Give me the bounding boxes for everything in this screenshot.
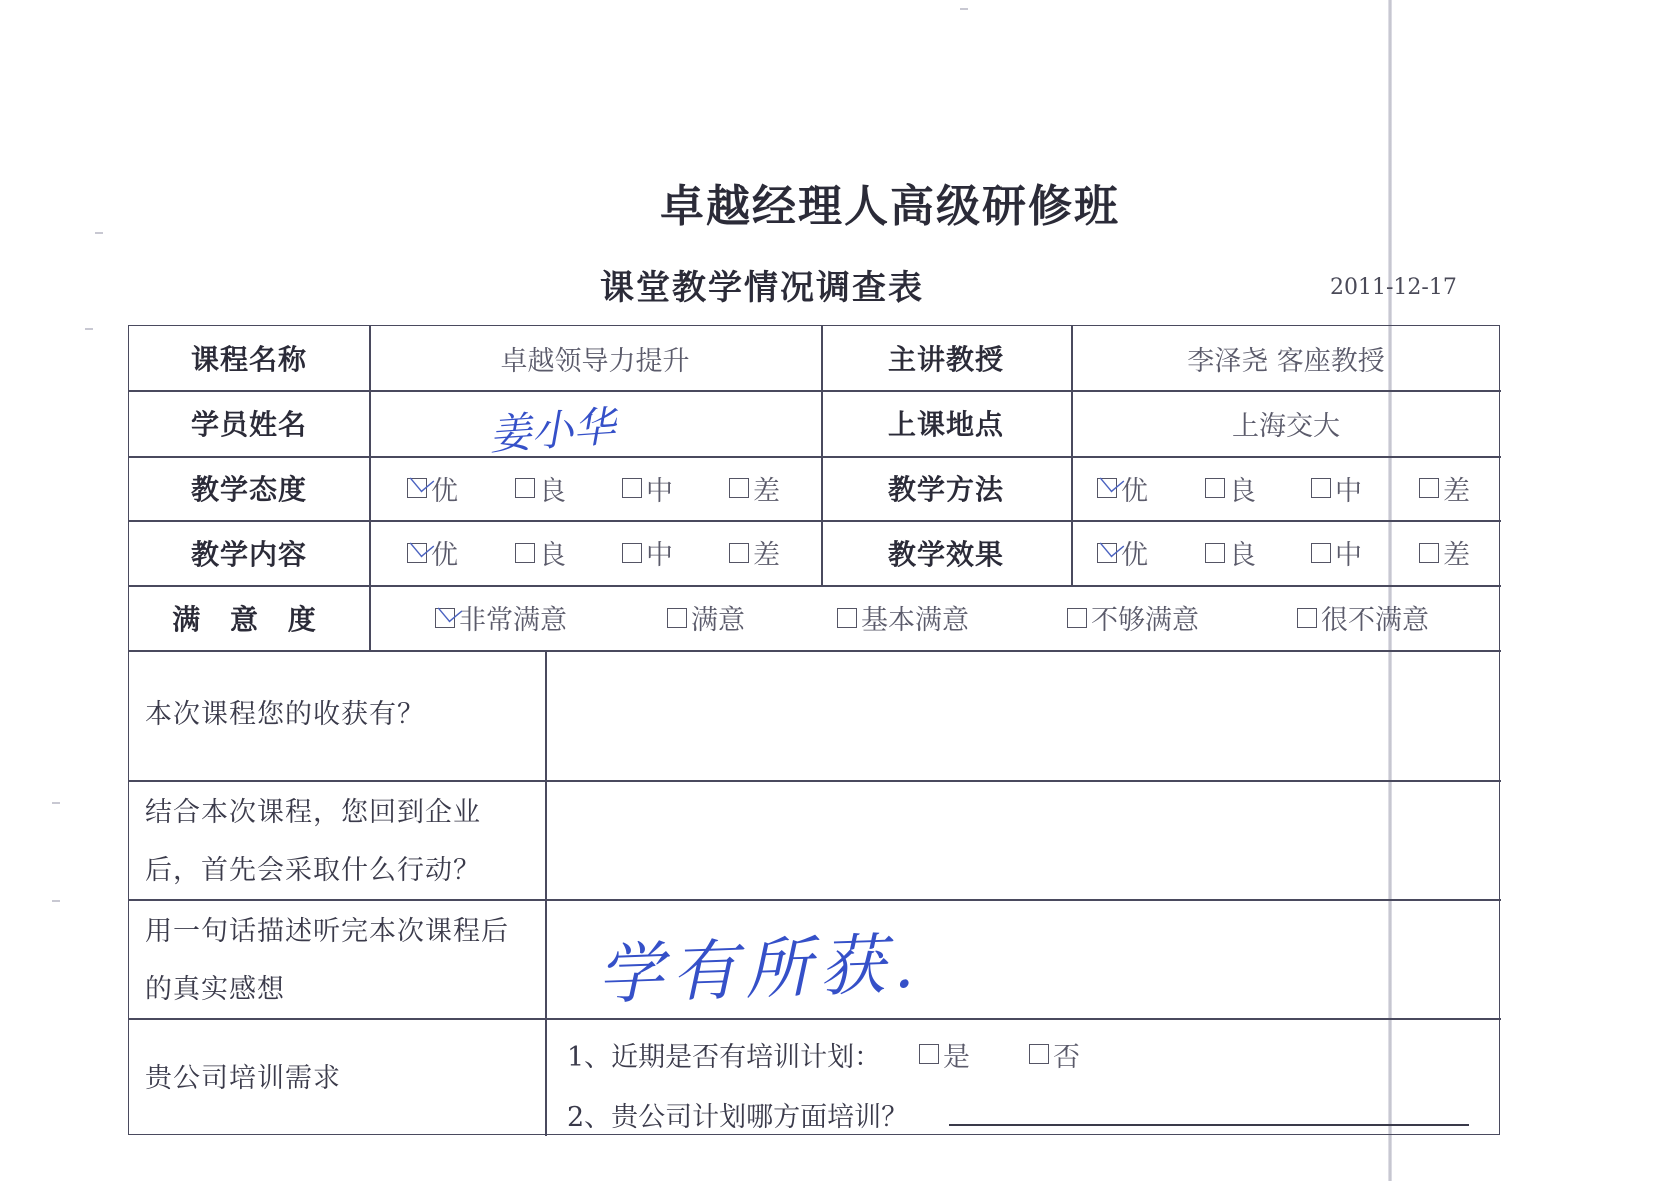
effect-option-excellent[interactable]: 优 [1097, 520, 1148, 585]
checkbox-icon [667, 608, 687, 628]
attitude-option-poor[interactable]: 差 [729, 456, 780, 520]
checkbox-icon [1419, 478, 1439, 498]
effect-option-fair[interactable]: 中 [1311, 520, 1362, 585]
student-name-handwritten[interactable]: 姜小华 [487, 401, 617, 460]
attitude-option-excellent[interactable]: 优 [407, 456, 458, 520]
teaching-content-label: 教学内容 [190, 537, 307, 571]
form-title: 卓越经理人高级研修班 [660, 181, 1120, 232]
form-subtitle: 课堂教学情况调查表 [600, 268, 924, 308]
checkbox-checked-icon [407, 543, 427, 563]
checkbox-icon [1205, 478, 1225, 498]
checkbox-icon [622, 478, 642, 498]
teaching-effect-label: 教学效果 [887, 537, 1004, 571]
scan-speck [960, 8, 968, 10]
professor-label: 主讲教授 [887, 343, 1004, 376]
checkbox-icon [622, 543, 642, 563]
attitude-option-fair[interactable]: 中 [622, 456, 673, 520]
method-option-fair[interactable]: 中 [1311, 456, 1362, 520]
checkbox-icon [1029, 1044, 1049, 1064]
checkbox-checked-icon [407, 478, 427, 498]
content-option-excellent[interactable]: 优 [407, 520, 458, 585]
effect-option-poor[interactable]: 差 [1419, 520, 1470, 585]
checkbox-checked-icon [1097, 478, 1117, 498]
method-option-good[interactable]: 良 [1205, 456, 1256, 520]
checkbox-icon [1311, 478, 1331, 498]
checkbox-icon [1205, 543, 1225, 563]
content-option-good[interactable]: 良 [515, 520, 566, 585]
location-label: 上课地点 [887, 408, 1004, 441]
satisfaction-option-very-satisfied[interactable]: 非常满意 [435, 585, 567, 650]
course-name-label: 课程名称 [190, 343, 307, 376]
teaching-attitude-label: 教学态度 [190, 473, 307, 506]
satisfaction-option-basically-satisfied[interactable]: 基本满意 [837, 585, 969, 650]
survey-form-table [128, 325, 1500, 1135]
scan-speck [85, 328, 93, 330]
training-plan-no[interactable]: 否 [1029, 1026, 1080, 1082]
satisfaction-option-very-unsatisfied[interactable]: 很不满意 [1297, 585, 1429, 650]
checkbox-icon [837, 608, 857, 628]
answer-feeling-handwritten[interactable]: 学有所获. [595, 925, 924, 1014]
content-option-poor[interactable]: 差 [729, 520, 780, 585]
training-plan-question: 1、近期是否有培训计划： [567, 1041, 882, 1073]
question-feeling: 用一句话描述听完本次课程后的真实感想 [145, 916, 509, 1005]
method-option-poor[interactable]: 差 [1419, 456, 1470, 520]
checkbox-icon [729, 543, 749, 563]
professor-value[interactable]: 李泽尧 客座教授 [1187, 345, 1385, 377]
answer-action-field[interactable] [547, 782, 1501, 899]
scan-speck [95, 232, 103, 234]
attitude-option-good[interactable]: 良 [515, 456, 566, 520]
checkbox-icon [1311, 543, 1331, 563]
location-value[interactable]: 上海交大 [1232, 410, 1340, 442]
satisfaction-option-not-satisfied[interactable]: 不够满意 [1067, 585, 1199, 650]
course-name-value[interactable]: 卓越领导力提升 [500, 345, 690, 377]
training-area-answer-line[interactable] [949, 1124, 1469, 1126]
training-plan-yes[interactable]: 是 [919, 1026, 970, 1082]
question-gains: 本次课程您的收获有？ [145, 699, 425, 730]
satisfaction-label: 满 意 度 [172, 602, 326, 636]
checkbox-checked-icon [435, 608, 455, 628]
teaching-method-label: 教学方法 [887, 473, 1004, 506]
scan-speck [52, 900, 60, 902]
content-option-fair[interactable]: 中 [622, 520, 673, 585]
checkbox-icon [515, 478, 535, 498]
question-training-needs: 贵公司培训需求 [145, 1063, 341, 1094]
checkbox-icon [1067, 608, 1087, 628]
checkbox-icon [1419, 543, 1439, 563]
student-name-label: 学员姓名 [190, 408, 307, 441]
checkbox-checked-icon [1097, 543, 1117, 563]
question-action: 结合本次课程，您回到企业后，首先会采取什么行动？ [145, 797, 481, 886]
checkbox-icon [919, 1044, 939, 1064]
scan-speck [52, 802, 60, 804]
answer-gains-field[interactable] [547, 652, 1501, 780]
satisfaction-option-satisfied[interactable]: 满意 [667, 585, 745, 650]
checkbox-icon [729, 478, 749, 498]
checkbox-icon [1297, 608, 1317, 628]
effect-option-good[interactable]: 良 [1205, 520, 1256, 585]
checkbox-icon [515, 543, 535, 563]
method-option-excellent[interactable]: 优 [1097, 456, 1148, 520]
training-area-question: 2、贵公司计划哪方面培训？ [567, 1101, 909, 1133]
form-date: 2011-12-17 [1330, 275, 1457, 300]
